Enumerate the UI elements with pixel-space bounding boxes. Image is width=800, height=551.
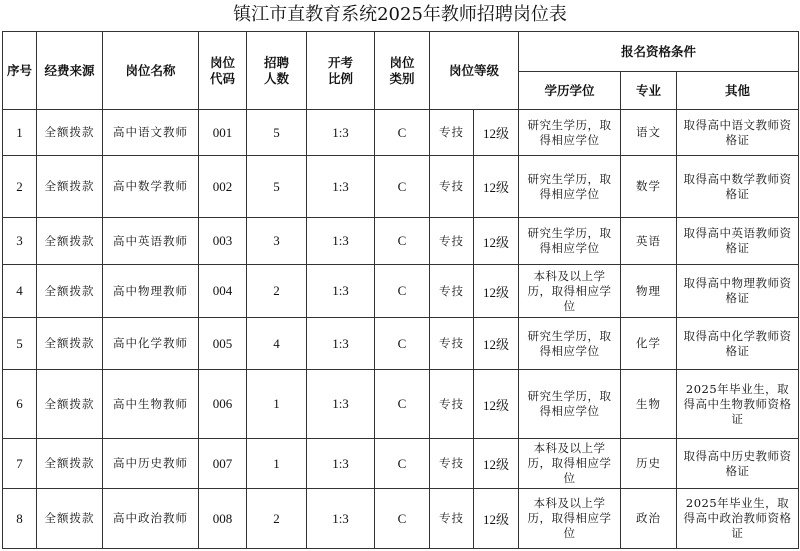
header-exam-ratio: 开考比例 [307, 32, 375, 110]
cell-position-category: C [375, 265, 430, 318]
header-seq: 序号 [3, 32, 37, 110]
cell-other: 取得高中历史教师资格证 [677, 439, 799, 489]
table-row [3, 110, 799, 156]
header-qualifications: 报名资格条件 [519, 32, 799, 72]
cell-funding: 全额拨款 [37, 110, 103, 156]
table-row [3, 265, 799, 318]
cell-major: 英语 [621, 218, 677, 265]
cell-position-level: 12级 [474, 156, 519, 218]
header-position-level: 岗位等级 [430, 32, 519, 110]
cell-position-code: 007 [199, 439, 247, 489]
cell-recruit-count: 1 [247, 439, 307, 489]
cell-position-name: 高中语文教师 [103, 110, 199, 156]
cell-recruit-count: 5 [247, 156, 307, 218]
cell-exam-ratio: 1:3 [307, 439, 375, 489]
cell-other: 取得高中英语教师资格证 [677, 218, 799, 265]
cell-education: 研究生学历，取得相应学位 [519, 110, 621, 156]
page-title: 镇江市直教育系统2025年教师招聘岗位表 [233, 4, 567, 25]
cell-exam-ratio: 1:3 [307, 156, 375, 218]
cell-position-name: 高中生物教师 [103, 370, 199, 439]
cell-position-level: 12级 [474, 370, 519, 439]
table-row [3, 439, 799, 489]
cell-funding: 全额拨款 [37, 370, 103, 439]
table-row [3, 370, 799, 439]
cell-seq: 4 [3, 265, 37, 318]
cell-seq: 5 [3, 318, 37, 370]
cell-level-type: 专技 [430, 110, 474, 156]
cell-position-name: 高中政治教师 [103, 489, 199, 549]
header-position-name: 岗位名称 [103, 32, 199, 110]
cell-position-level: 12级 [474, 110, 519, 156]
cell-education: 本科及以上学历，取得相应学位 [519, 489, 621, 549]
cell-position-category: C [375, 439, 430, 489]
cell-position-code: 002 [199, 156, 247, 218]
cell-position-category: C [375, 110, 430, 156]
cell-major: 生物 [621, 370, 677, 439]
cell-level-type: 专技 [430, 265, 474, 318]
cell-seq: 2 [3, 156, 37, 218]
cell-position-code: 001 [199, 110, 247, 156]
cell-position-category: C [375, 218, 430, 265]
cell-major: 数学 [621, 156, 677, 218]
cell-education: 研究生学历，取得相应学位 [519, 370, 621, 439]
cell-education: 本科及以上学历，取得相应学位 [519, 439, 621, 489]
cell-level-type: 专技 [430, 370, 474, 439]
cell-position-name: 高中数学教师 [103, 156, 199, 218]
cell-position-code: 005 [199, 318, 247, 370]
cell-other: 取得高中化学教师资格证 [677, 318, 799, 370]
cell-recruit-count: 2 [247, 489, 307, 549]
cell-position-name: 高中物理教师 [103, 265, 199, 318]
cell-funding: 全额拨款 [37, 439, 103, 489]
cell-funding: 全额拨款 [37, 489, 103, 549]
cell-major: 化学 [621, 318, 677, 370]
cell-major: 历史 [621, 439, 677, 489]
cell-major: 物理 [621, 265, 677, 318]
cell-seq: 1 [3, 110, 37, 156]
cell-seq: 6 [3, 370, 37, 439]
cell-position-code: 008 [199, 489, 247, 549]
header-major: 专业 [621, 72, 677, 110]
table-row [3, 218, 799, 265]
cell-position-category: C [375, 489, 430, 549]
table-row [3, 156, 799, 218]
cell-exam-ratio: 1:3 [307, 265, 375, 318]
header-recruit-count: 招聘人数 [247, 32, 307, 110]
cell-seq: 3 [3, 218, 37, 265]
cell-position-code: 004 [199, 265, 247, 318]
cell-position-level: 12级 [474, 489, 519, 549]
cell-recruit-count: 4 [247, 318, 307, 370]
cell-other: 取得高中物理教师资格证 [677, 265, 799, 318]
cell-major: 政治 [621, 489, 677, 549]
cell-funding: 全额拨款 [37, 265, 103, 318]
table-row [3, 489, 799, 549]
cell-education: 研究生学历，取得相应学位 [519, 218, 621, 265]
cell-position-level: 12级 [474, 439, 519, 489]
header-other: 其他 [677, 72, 799, 110]
cell-exam-ratio: 1:3 [307, 110, 375, 156]
cell-exam-ratio: 1:3 [307, 318, 375, 370]
cell-position-category: C [375, 318, 430, 370]
table-row [3, 318, 799, 370]
cell-level-type: 专技 [430, 318, 474, 370]
cell-position-category: C [375, 156, 430, 218]
cell-other: 取得高中语文教师资格证 [677, 110, 799, 156]
cell-exam-ratio: 1:3 [307, 218, 375, 265]
cell-level-type: 专技 [430, 156, 474, 218]
cell-education: 研究生学历，取得相应学位 [519, 156, 621, 218]
cell-exam-ratio: 1:3 [307, 489, 375, 549]
cell-other: 2025年毕业生，取得高中政治教师资格证 [677, 489, 799, 549]
cell-position-level: 12级 [474, 218, 519, 265]
cell-recruit-count: 3 [247, 218, 307, 265]
header-education: 学历学位 [519, 72, 621, 110]
cell-seq: 8 [3, 489, 37, 549]
cell-funding: 全额拨款 [37, 218, 103, 265]
cell-position-code: 006 [199, 370, 247, 439]
cell-major: 语文 [621, 110, 677, 156]
cell-position-level: 12级 [474, 265, 519, 318]
header-funding: 经费来源 [37, 32, 103, 110]
cell-position-code: 003 [199, 218, 247, 265]
cell-education: 本科及以上学历，取得相应学位 [519, 265, 621, 318]
cell-level-type: 专技 [430, 218, 474, 265]
cell-position-level: 12级 [474, 318, 519, 370]
recruitment-table [2, 31, 799, 549]
cell-position-name: 高中历史教师 [103, 439, 199, 489]
cell-seq: 7 [3, 439, 37, 489]
cell-recruit-count: 1 [247, 370, 307, 439]
header-position-category: 岗位类别 [375, 32, 430, 110]
cell-exam-ratio: 1:3 [307, 370, 375, 439]
cell-funding: 全额拨款 [37, 156, 103, 218]
cell-level-type: 专技 [430, 489, 474, 549]
cell-recruit-count: 5 [247, 110, 307, 156]
cell-position-name: 高中化学教师 [103, 318, 199, 370]
cell-level-type: 专技 [430, 439, 474, 489]
cell-funding: 全额拨款 [37, 318, 103, 370]
cell-position-name: 高中英语教师 [103, 218, 199, 265]
cell-other: 2025年毕业生，取得高中生物教师资格证 [677, 370, 799, 439]
cell-education: 研究生学历，取得相应学位 [519, 318, 621, 370]
cell-recruit-count: 2 [247, 265, 307, 318]
header-position-code: 岗位代码 [199, 32, 247, 110]
cell-other: 取得高中数学教师资格证 [677, 156, 799, 218]
cell-position-category: C [375, 370, 430, 439]
